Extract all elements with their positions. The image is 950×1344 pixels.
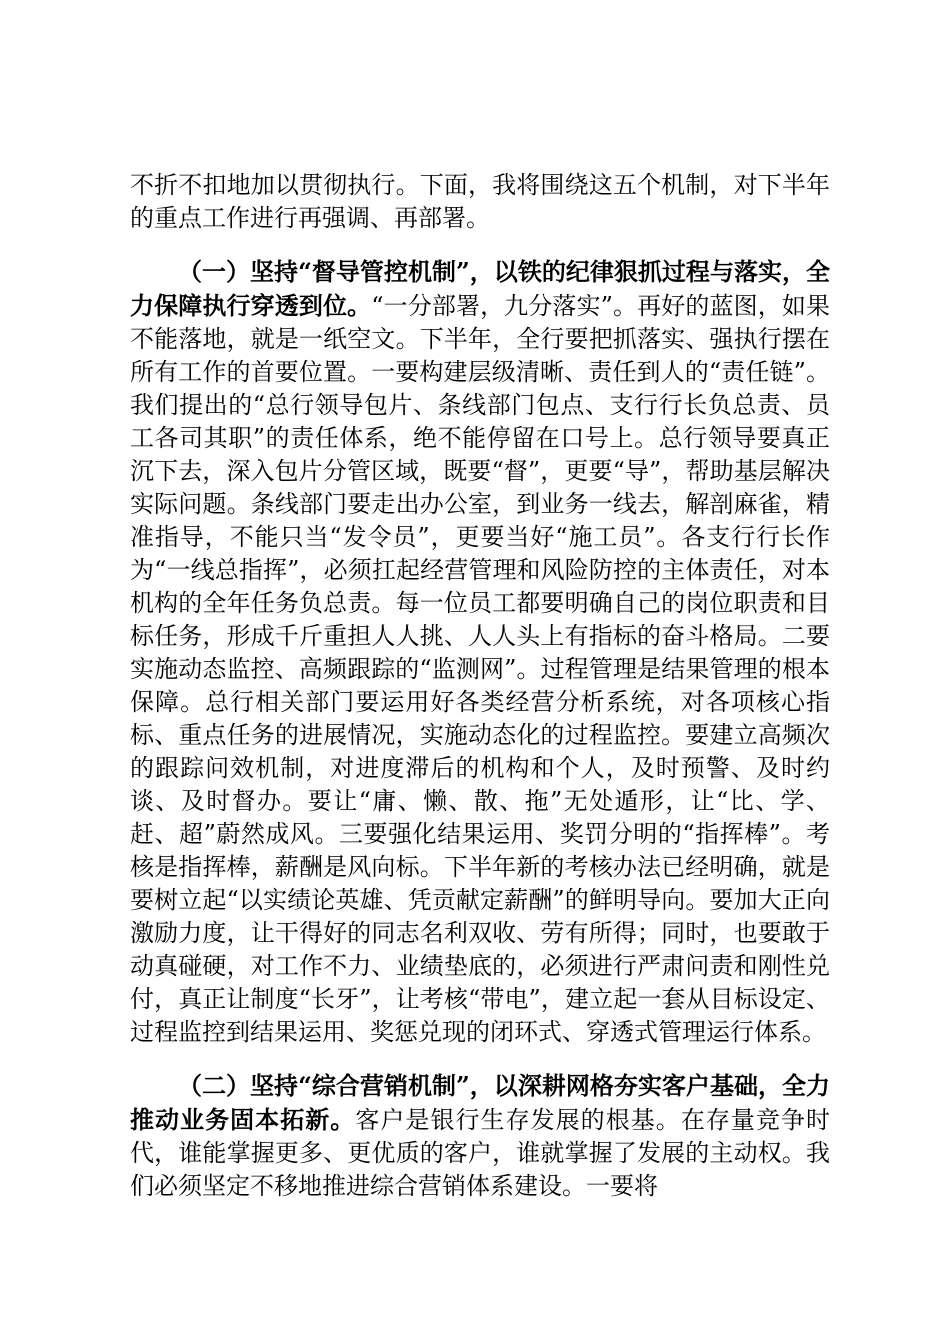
section-2-heading: （二）坚持“综合营销机制”，以深耕网格夯实客户基础，全力推动业务固本拓新。 [130,1071,830,1134]
section-1-body: “一分部署，九分落实”。再好的蓝图，如果不能落地，就是一纸空文。下半年，全行要把抓落实、强执行摆在所有工作的首要位置。一要构建层级清晰、责任到人的“责任链”。我们提出的“总行领导包片、条线部门包点、支行行长负总责、员工各司其职”的责任体系，绝不能停留在口号上。总行领导要真正沉下去，深入包片分管区域，既要“督”，更要“导”，帮助基层解决实际问题。条线部门要走出办公室，到业务一线去，解剖麻雀，精准指导，不能只当“发令员”，更要当好“施工员”。各支行行长作为“一线总指挥”，必须扛起经营管理和风险防控的主体责任，对本机构的全年任务负总责。每一位员工都要明确自己的岗位职责和目标任务，形成千斤重担人人挑、人人头上有指标的奋斗格局。二要实施动态监控、高频跟踪的“监测网”。过程管理是结果管理的根本保障。总行相关部门要运用好各类经营分析系统，对各项核心指标、重点任务的进展情况，实施动态化的过程监控。要建立高频次的跟踪问效机制，对进度滞后的机构和个人，及时预警、及时约谈、及时督办。要让“庸、懒、散、拖”无处遁形，让“比、学、赶、超”蔚然成风。三要强化结果运用、奖罚分明的“指挥棒”。考核是指挥棒，薪酬是风向标。下半年新的考核办法已经明确，就是要树立起“以实绩论英雄、凭贡献定薪酬”的鲜明导向。要加大正向激励力度，让干得好的同志名利双收、劳有所得；同时，也要敢于动真碰硬，对工作不力、业绩垫底的，必须进行严肃问责和刚性兑付，真正让制度“长牙”，让考核“带电”，建立起一套从目标设定、过程监控到结果运用、奖惩兑现的闭环式、穿透式管理运行体系。 [130,292,831,1046]
section-1-heading: （一）坚持“督导管控机制”，以铁的纪律狠抓过程与落实，全力保障执行穿透到位。 [130,257,830,320]
paragraph-section-1 [130,255,830,1049]
section-2-body: 客户是银行生存发展的根基。在存量竞争时代，谁能掌握更多、更优质的客户，谁就掌握了发展的主动权。我们必须坚定不移地推进综合营销体系建设。一要将 [130,1106,831,1200]
paragraph-intro-body: 不折不扣地加以贯彻执行。下面，我将围绕这五个机制，对下半年的重点工作进行再强调、再部署。 [130,171,830,232]
paragraph-intro [130,168,830,235]
paragraph-section-2 [130,1069,830,1203]
document-page [130,168,830,1223]
